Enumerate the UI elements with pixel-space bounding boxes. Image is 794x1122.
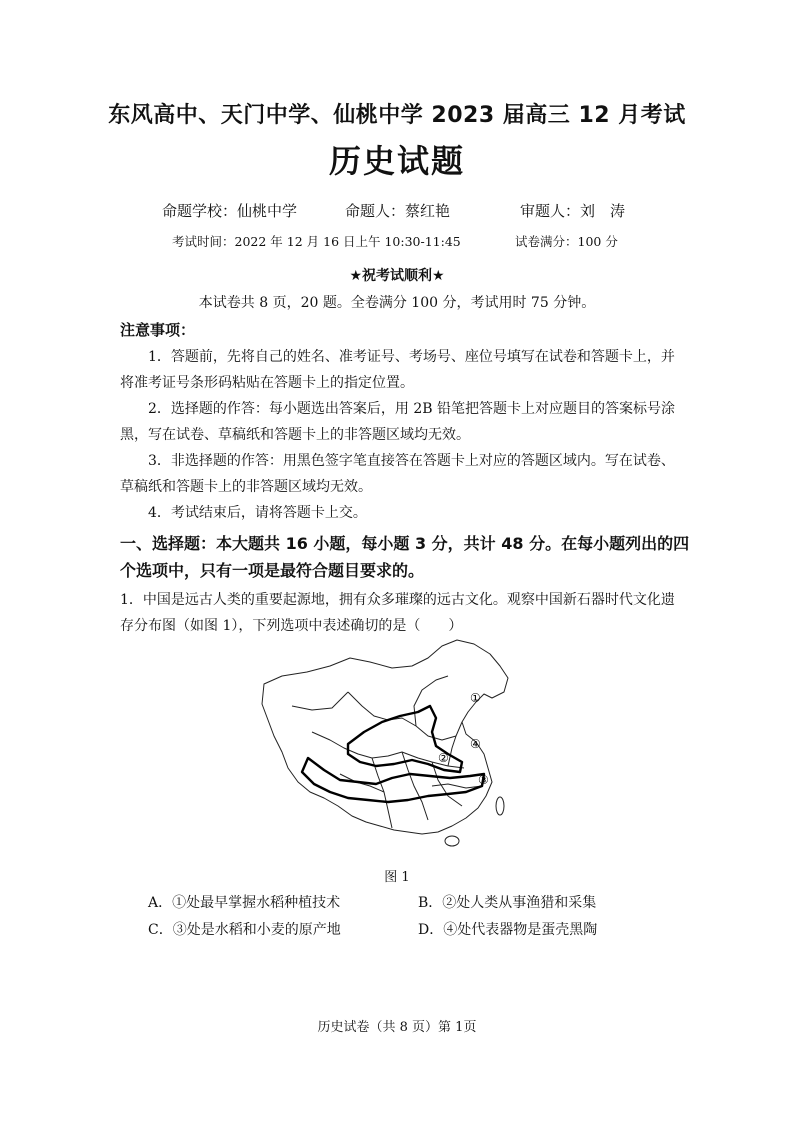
subject-title: 历史试题 [328,142,465,180]
notice-heading: 注意事项： [120,321,196,339]
notice-item-4 [120,500,680,526]
notice-item-1 [120,344,680,396]
question-1-stem: 1．中国是远古人类的重要起源地，拥有众多璀璨的远古文化。观察中国新石器时代文化遗存分布图（如图 1），下列选项中表述确切的是（ ） [120,592,675,634]
exam-time: 考试时间：2022 年 12 月 16 日上午 10:30-11:45 [172,234,461,249]
author-label: 命题人：蔡红艳 [345,202,451,220]
option-c: C．③处是水稻和小麦的原产地 [148,922,341,938]
marker-3: ③ [478,773,489,787]
notice-item-4-text: 4．考试结束后，请将答题卡上交。 [148,505,367,521]
notice-item-2-text: 2．选择题的作答：每小题选出答案后，用 2B 铅笔把答题卡上对应题目的答案标号涂黑，写在试卷、草稿纸和答题卡上的非答题区域均无效。 [120,401,676,443]
marker-4: ④ [470,737,481,751]
marker-2: ② [438,751,449,765]
exam-score: 试卷满分：100 分 [515,234,618,249]
reviewer-label: 审题人：刘 涛 [520,202,626,220]
notice-item-1-text: 1．答题前，先将自己的姓名、准考证号、考场号、座位号填写在试卷和答题卡上，并将准考证号条形码粘贴在答题卡上的指定位置。 [120,349,675,391]
notice-item-2 [120,396,680,448]
neolithic-culture-map [252,636,542,856]
option-b: B．②处人类从事渔猎和采集 [418,895,597,911]
exam-title: 东风高中、天门中学、仙桃中学 2023 届高三 12 月考试 [108,103,686,128]
school-label: 命题学校：仙桃中学 [162,202,298,220]
section-1-heading: 一、选择题：本大题共 16 小题，每小题 3 分，共计 48 分。在每小题列出的四个选项中，只有一项是最符合题目要求的。 [120,534,690,580]
good-luck-line: ★祝考试顺利★ [349,268,445,284]
notice-item-3-text: 3．非选择题的作答：用黑色签字笔直接答在答题卡上对应的答题区域内。写在试卷、草稿纸和答题卡上的非答题区域均无效。 [120,453,675,495]
notice-item-3 [120,448,680,500]
option-a: A．①处最早掌握水稻种植技术 [148,895,341,911]
page-footer: 历史试卷（共 8 页）第 1页 [317,1020,477,1035]
hainan-island [445,836,459,846]
exam-intro: 本试卷共 8 页，20 题。全卷满分 100 分，考试用时 75 分钟。 [198,295,596,311]
option-d: D．④处代表器物是蛋壳黑陶 [418,922,598,938]
figure-caption: 图 1 [384,870,410,885]
taiwan-island [496,797,504,815]
marker-1: ① [470,691,481,705]
